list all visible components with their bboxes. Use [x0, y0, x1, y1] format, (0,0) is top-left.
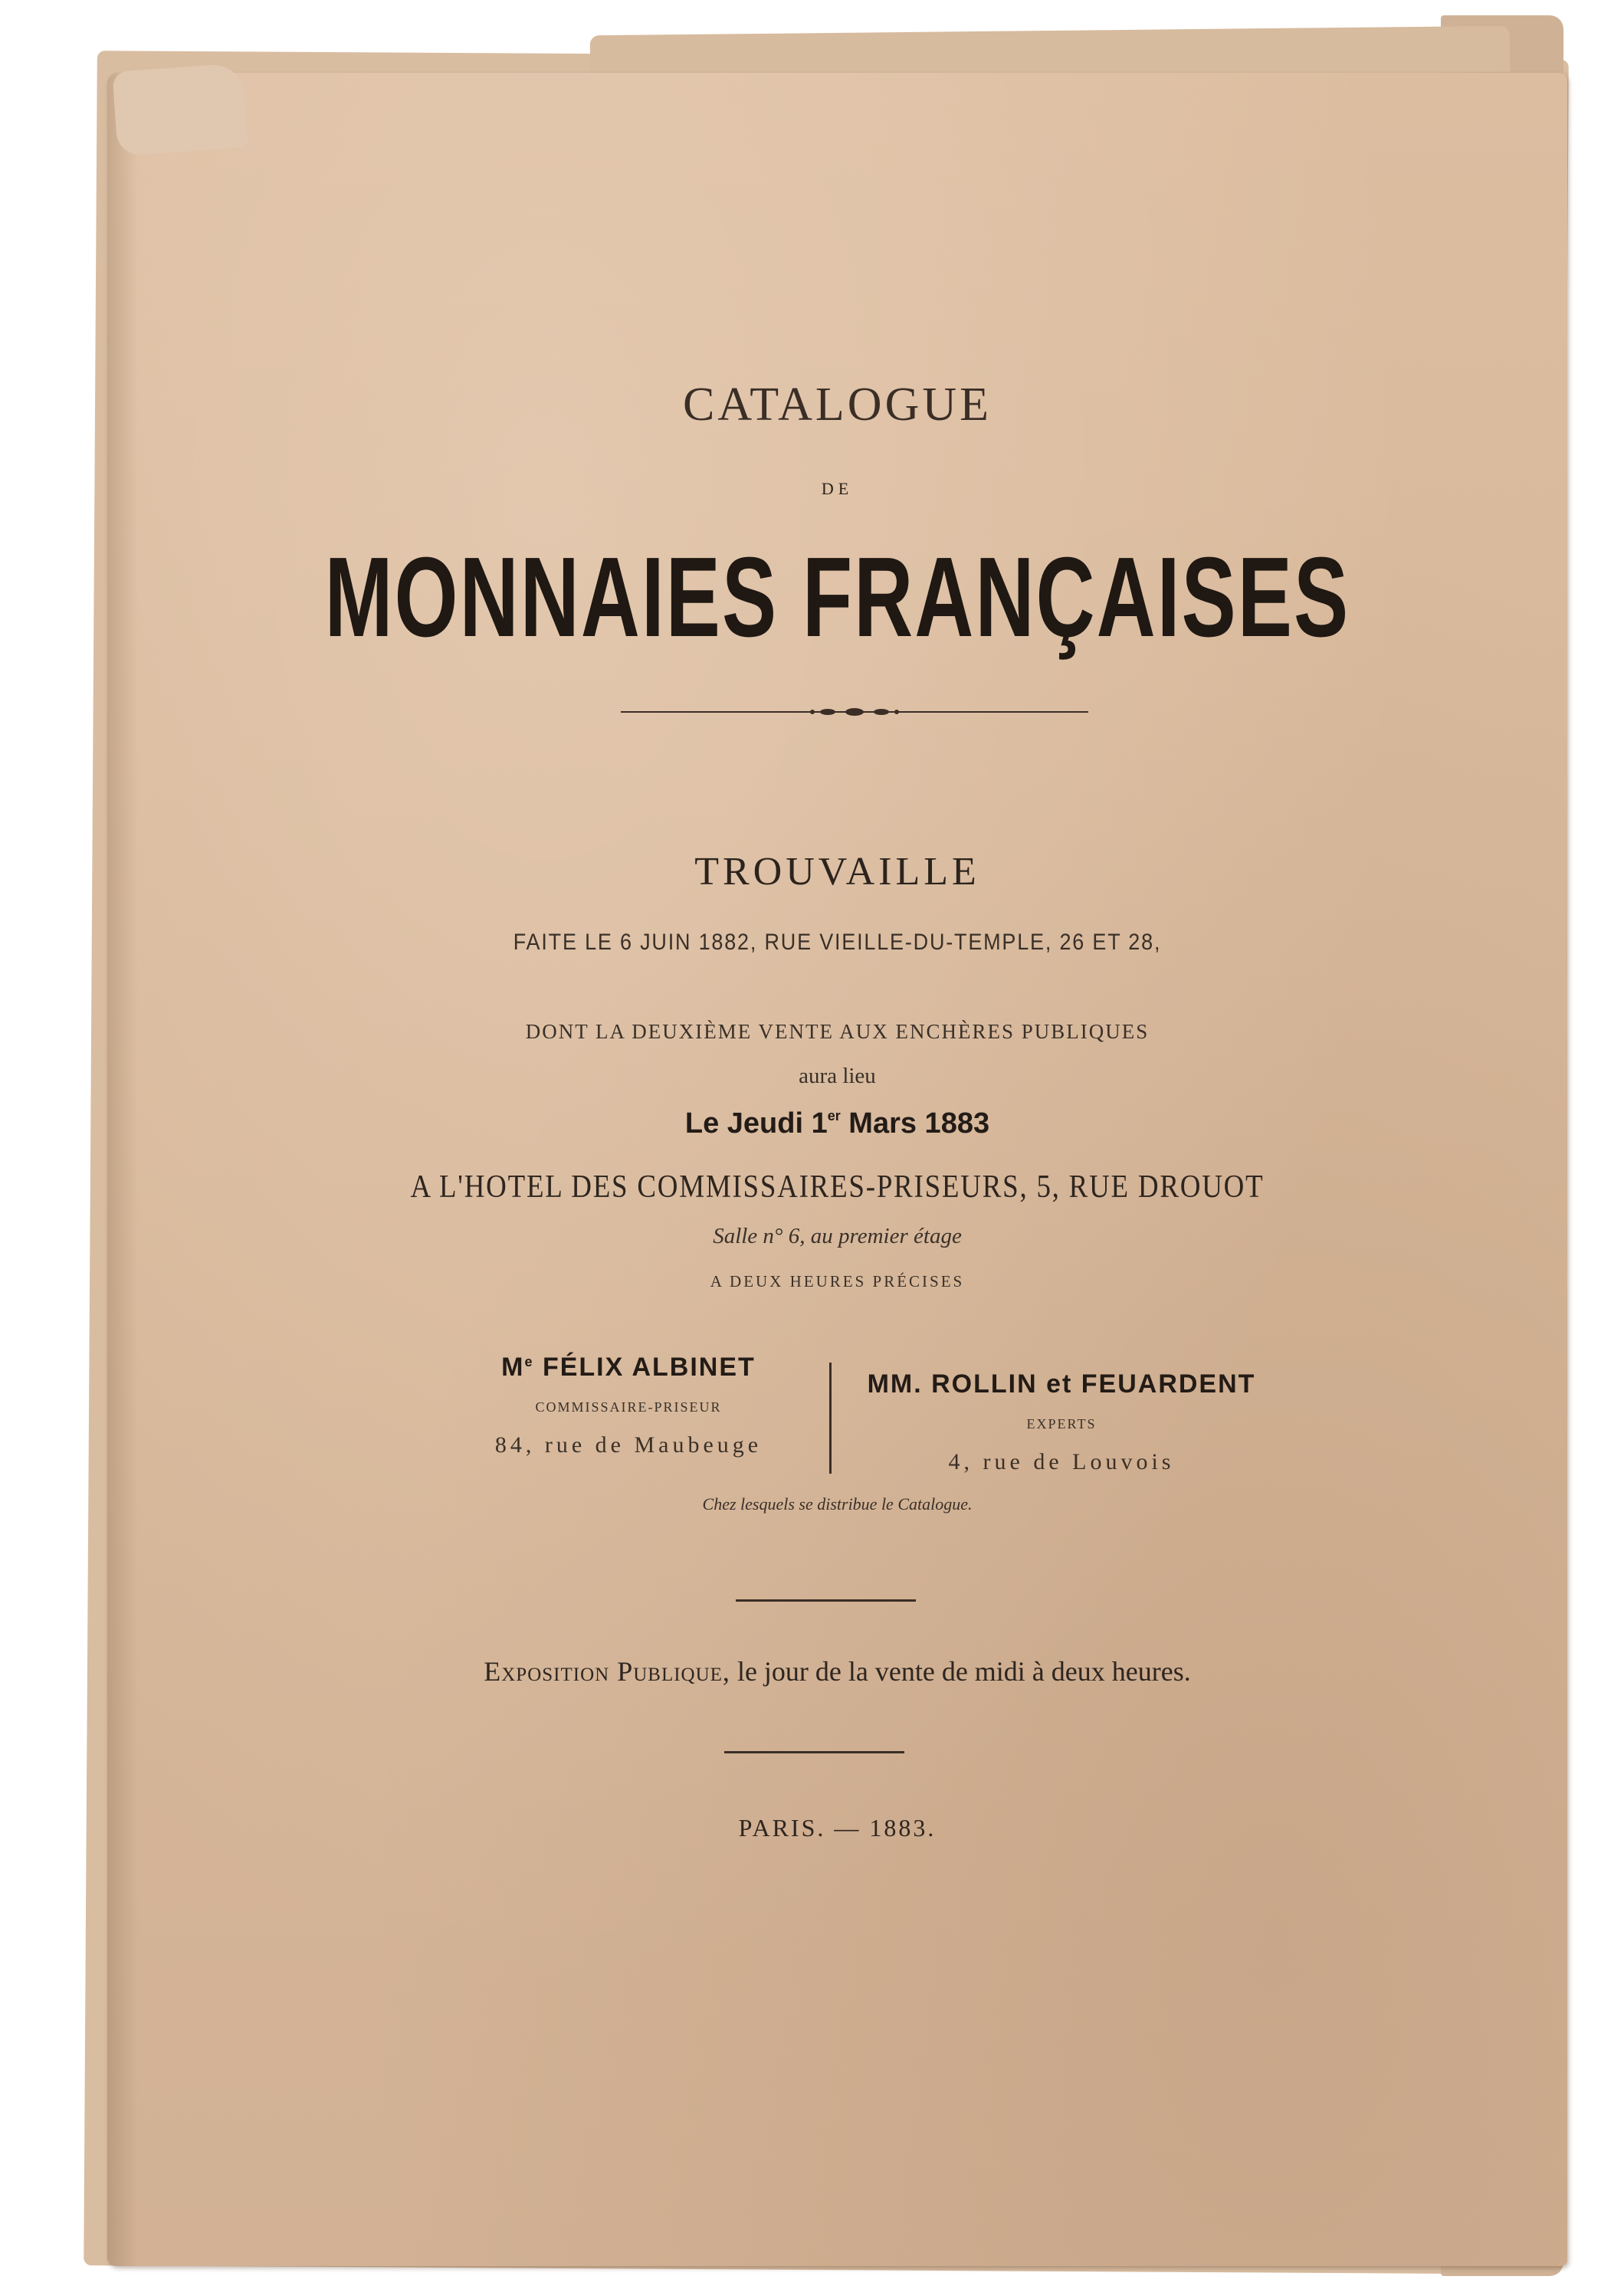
auctioneer-block: [414, 1353, 843, 1458]
auctioneer-role: COMMISSAIRE-PRISEUR: [535, 1399, 722, 1415]
auctioneer-name-text: FÉLIX ALBINET: [533, 1353, 756, 1382]
exhibition-line: [107, 1655, 1567, 1687]
auctioneer-prefix-sup: e: [524, 1354, 534, 1369]
experts-name: MM. ROLLIN et FEUARDENT: [867, 1369, 1256, 1399]
sale-line: DONT LA DEUXIÈME VENTE AUX ENCHÈRES PUBLIQUES: [525, 1020, 1150, 1043]
catalogue-heading: CATALOGUE: [682, 379, 992, 431]
imprint-line: PARIS. — 1883.: [738, 1814, 937, 1842]
auctioneer-address: 84, rue de Maubeuge: [494, 1432, 763, 1458]
exhibition-label: Exposition Publique,: [484, 1656, 730, 1687]
exhibition-text: le jour de la vente de midi à deux heures.: [730, 1656, 1191, 1687]
sale-date-prefix: Le Jeudi 1: [684, 1107, 828, 1140]
column-divider: [829, 1363, 832, 1474]
divider-rule: [736, 1599, 916, 1602]
experts-address: 4, rue de Louvois: [948, 1449, 1175, 1474]
experts-block: [843, 1369, 1280, 1475]
sale-date-suffix: Mars 1883: [840, 1107, 990, 1140]
distribution-note: Chez lesquels se distribue le Catalogue.: [702, 1494, 973, 1514]
discovery-line: FAITE LE 6 JUIN 1882, RUE VIEILLE-DU-TEMPLE, 26 ET 28,: [513, 930, 1162, 955]
room-line: Salle n° 6, au premier étage: [713, 1224, 962, 1248]
experts-role: EXPERTS: [1026, 1416, 1097, 1432]
auctioneer-prefix: M: [501, 1353, 525, 1382]
aura-lieu: aura lieu: [799, 1064, 876, 1088]
sale-date: [107, 1107, 1567, 1140]
ornamental-rule: [621, 704, 1088, 720]
divider-rule: [724, 1751, 904, 1753]
de-word: DE: [821, 479, 854, 498]
auctioneer-name: [414, 1353, 843, 1382]
time-line: A DEUX HEURES PRÉCISES: [710, 1272, 965, 1291]
venue-line: A L'HOTEL DES COMMISSAIRES-PRISEURS, 5, RUE DROUOT: [410, 1169, 1265, 1205]
sale-date-sup: er: [827, 1108, 841, 1123]
trouvaille-heading: TROUVAILLE: [694, 850, 980, 894]
main-title: MONNAIES FRANÇAISES: [324, 534, 1350, 661]
torn-corner: [112, 63, 248, 156]
